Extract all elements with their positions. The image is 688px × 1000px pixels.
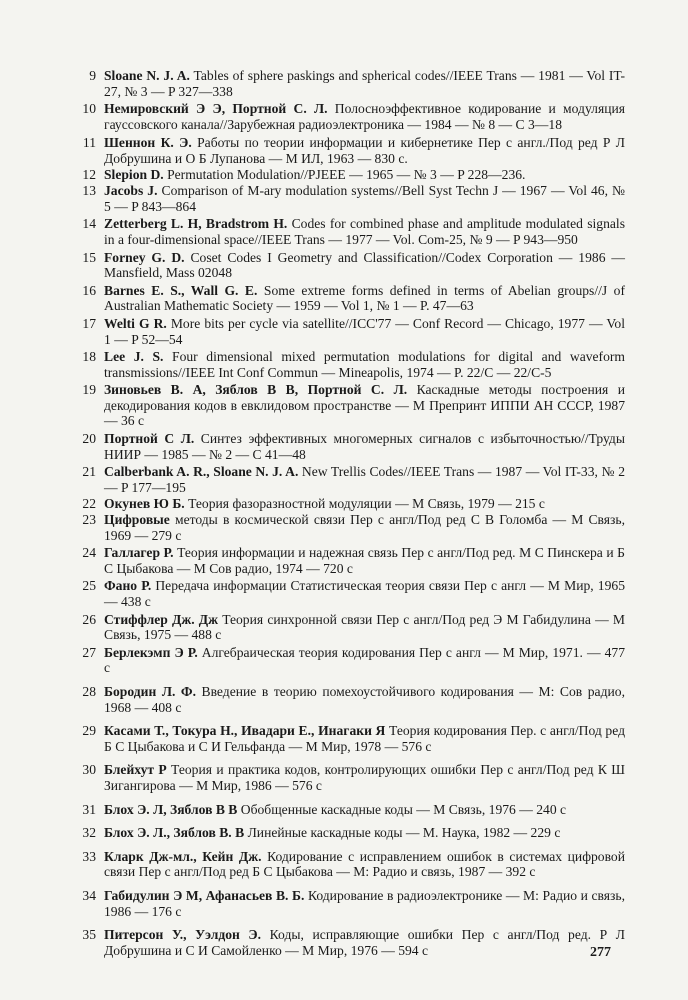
reference-number: 24 — [82, 545, 96, 561]
reference-text: Some extreme forms defined in terms of Abelian groups//J of Australian Mathematic Society — 1959 — Vol 1, № 1 — P. 47—63 — [104, 282, 625, 314]
reference-number: 16 — [82, 282, 96, 298]
reference-text: Permutation Modulation//PJEEE — 1965 — № 3 — P 228—236. — [163, 166, 526, 182]
reference-text: Coset Codes I Geometry and Classification//Codex Corporation — 1986 — Mansfield, Mass 02048 — [104, 249, 625, 281]
reference-body — [104, 927, 625, 958]
reference-text: Four dimensional mixed permutation modulations for digital and waveform transmissions//IEEE Int Conf Commun — Mineapolis, 1974 — P. 22/С — 22/С-5 — [104, 349, 625, 380]
reference-item — [80, 382, 625, 429]
reference-text: Работы по теории информации и кибернетике Пер с англ./Под ред Р Л Добрушина и О Б Лупанова — М ИЛ, 1963 — 830 с. — [104, 135, 625, 166]
reference-text: Синтез эффективных многомерных сигналов с избыточностью//Труды НИИР — 1985 — № 2 — С 41—48 — [104, 431, 625, 462]
reference-body — [104, 512, 625, 543]
reference-body — [104, 723, 625, 754]
reference-list — [80, 68, 625, 958]
reference-body — [104, 101, 625, 132]
reference-item — [80, 216, 625, 247]
reference-text: Каскадные методы построения и декодирования кодов в евклидовом пространстве — М Препринт ИППИ АН СССР, 1987 — 36 с — [104, 382, 625, 429]
reference-authors: Галлагер Р. — [104, 545, 174, 561]
reference-authors: Zetterberg L. H, Bradstrom H. — [104, 216, 288, 232]
reference-number: 11 — [82, 135, 96, 151]
reference-body — [104, 645, 625, 676]
reference-body — [104, 183, 625, 214]
reference-number: 12 — [82, 166, 96, 182]
reference-text: Теория и практика кодов, контролирующих ошибки Пер с англ/Под ред К Ш Зигангирова — М Мир, 1986 — 576 с — [104, 762, 625, 793]
reference-body — [104, 283, 625, 314]
reference-authors: Фано Р. — [104, 578, 152, 594]
page-number: 277 — [590, 945, 611, 960]
reference-item — [80, 512, 625, 543]
reference-authors: Calberbank A. R., Sloane N. J. A. — [104, 464, 299, 480]
reference-item — [80, 349, 625, 380]
reference-text: Теория синхронной связи Пер с англ/Под ред Э М Габидулина — М Связь, 1975 — 488 с — [104, 611, 625, 643]
reference-authors: Кларк Дж-мл., Кейн Дж. — [104, 848, 262, 864]
reference-number: 14 — [82, 216, 96, 232]
reference-body — [104, 216, 625, 247]
reference-item — [80, 612, 625, 643]
reference-text: Линейные каскадные коды — М. Наука, 1982 — 229 с — [244, 825, 561, 841]
reference-text: Передача информации Статистическая теория связи Пер с англ — М Мир, 1965 — 438 с — [104, 578, 625, 609]
reference-body — [104, 849, 625, 880]
reference-item — [80, 684, 625, 715]
reference-body — [104, 545, 625, 576]
reference-authors: Касами Т., Токура Н., Ивадари Е., Инагаки Я — [104, 723, 386, 739]
reference-item — [80, 135, 625, 166]
reference-text: Коды, исправляющие ошибки Пер с англ/Под ред. Р Л Добрушина и С И Самойленко — М Мир, 1976 — 594 с — [104, 927, 625, 958]
reference-body — [104, 464, 625, 495]
reference-body — [104, 888, 625, 919]
reference-number: 33 — [82, 848, 96, 864]
reference-item — [80, 431, 625, 462]
reference-item — [80, 849, 625, 880]
reference-number: 18 — [82, 349, 96, 365]
reference-number: 27 — [82, 644, 96, 660]
reference-body — [104, 68, 625, 99]
reference-body — [104, 762, 625, 793]
reference-authors: Barnes E. S., Wall G. E. — [104, 282, 258, 298]
reference-text: Теория фазоразностной модуляции — М Связь, 1979 — 215 с — [184, 496, 545, 512]
reference-authors: Габидулин Э М, Афанасьев В. Б. — [104, 887, 305, 903]
reference-text: Tables of sphere paskings and spherical codes//IEEE Trans — 1981 — Vol IT-27, № 3 — P 327—338 — [104, 68, 625, 99]
reference-authors: Шеннон К. Э. — [104, 135, 192, 151]
reference-item — [80, 825, 625, 841]
reference-body — [104, 167, 625, 183]
reference-item — [80, 578, 625, 609]
reference-authors: Немировский Э Э, Портной С. Л. — [104, 101, 328, 117]
reference-body — [104, 250, 625, 281]
reference-item — [80, 183, 625, 214]
reference-number: 19 — [82, 382, 96, 398]
reference-number: 22 — [82, 496, 96, 512]
reference-text: More bits per cycle via satellite//ICC'77 — Conf Record — Chicago, 1977 — Vol 1 — P 52—54 — [104, 315, 625, 347]
reference-text: Кодирование с исправлением ошибок в системах цифровой связи Пер с англ/Под ред Б С Цыбакова — М: Радио и связь, 1987 — 392 с — [104, 848, 625, 880]
reference-text: Codes for combined phase and amplitude modulated signals in a four-dimensional space//IEEE Trans — 1977 — Vol. Com-25, № 9 — P 943—950 — [104, 216, 625, 247]
reference-authors: Блох Э. Л., Зяблов В. В — [104, 825, 245, 841]
reference-body — [104, 316, 625, 347]
reference-item — [80, 496, 625, 512]
reference-text: Полосноэффективное кодирование и модуляция гауссовского канала//Зарубежная радиоэлектроника — 1984 — № 8 — С 3—18 — [104, 101, 625, 132]
reference-item — [80, 723, 625, 754]
reference-authors: Slepion D. — [104, 166, 164, 182]
reference-body — [104, 578, 625, 609]
reference-authors: Стиффлер Дж. Дж — [104, 611, 219, 627]
reference-authors: Блейхут Р — [104, 762, 167, 778]
reference-authors: Sloane N. J. A. — [104, 68, 190, 83]
reference-authors: Портной С Л. — [104, 431, 195, 447]
reference-text: Алгебраическая теория кодирования Пер с англ — М Мир, 1971. — 477 с — [104, 644, 625, 676]
reference-text: Теория кодирования Пер. с англ/Под ред Б С Цыбакова и С И Гельфанда — М Мир, 1978 — 576 с — [104, 723, 625, 754]
reference-item — [80, 68, 625, 99]
reference-body — [104, 349, 625, 380]
reference-item — [80, 101, 625, 132]
reference-item — [80, 762, 625, 793]
reference-number: 17 — [82, 315, 96, 331]
reference-text: Comparison of M-ary modulation systems//Bell Syst Techn J — 1967 — Vol 46, № 5 — P 843—864 — [104, 183, 625, 214]
reference-authors: Блох Э. Л, Зяблов В В — [104, 801, 238, 817]
reference-body — [104, 382, 625, 429]
reference-number: 31 — [82, 801, 96, 817]
reference-number: 30 — [82, 762, 96, 778]
reference-item — [80, 802, 625, 818]
reference-number: 34 — [82, 887, 96, 903]
reference-item — [80, 888, 625, 919]
reference-item — [80, 464, 625, 495]
reference-body — [104, 684, 625, 715]
reference-number: 25 — [82, 578, 96, 594]
reference-body — [104, 135, 625, 166]
reference-number: 21 — [82, 464, 96, 480]
reference-text: Обобщенные каскадные коды — М Связь, 1976 — 240 с — [237, 801, 567, 817]
reference-text: Кодирование в радиоэлектронике — М: Радио и связь, 1986 — 176 с — [104, 887, 625, 919]
reference-number: 9 — [89, 68, 96, 83]
reference-text: Введение в теорию помехоустойчивого кодирования — М: Сов радио, 1968 — 408 с — [104, 683, 625, 715]
reference-authors: Бородин Л. Ф. — [104, 683, 196, 699]
reference-authors: Зиновьев В. А, Зяблов В В, Портной С. Л. — [104, 382, 408, 398]
reference-number: 20 — [82, 431, 96, 447]
reference-item — [80, 283, 625, 314]
reference-item — [80, 167, 625, 183]
reference-item — [80, 316, 625, 347]
reference-item — [80, 545, 625, 576]
reference-number: 35 — [82, 927, 96, 943]
reference-item — [80, 250, 625, 281]
reference-body — [104, 431, 625, 462]
reference-number: 28 — [82, 683, 96, 699]
reference-body — [104, 802, 625, 818]
reference-number: 29 — [82, 723, 96, 739]
reference-text: Теория информации и надежная связь Пер с англ/Под ред. М С Пинскера и Б С Цыбакова — М Сов радио, 1974 — 720 с — [104, 545, 625, 576]
reference-authors: Welti G R. — [104, 315, 167, 331]
reference-authors: Lee J. S. — [104, 349, 164, 365]
reference-authors: Jacobs J. — [104, 183, 158, 199]
reference-number: 32 — [82, 825, 96, 841]
reference-body — [104, 612, 625, 643]
reference-number: 26 — [82, 611, 96, 627]
reference-item — [80, 645, 625, 676]
reference-authors: Питерсон У., Уэлдон Э. — [104, 927, 262, 943]
reference-number: 13 — [82, 183, 96, 199]
reference-authors: Цифровые — [104, 512, 170, 528]
reference-authors: Forney G. D. — [104, 249, 185, 265]
reference-authors: Берлекэмп Э Р. — [104, 644, 198, 660]
reference-item — [80, 927, 625, 958]
reference-body — [104, 825, 625, 841]
reference-number: 15 — [82, 249, 96, 265]
reference-text: методы в космической связи Пер с англ/Под ред С В Голомба — М Связь, 1969 — 279 с — [104, 512, 625, 543]
reference-body — [104, 496, 625, 512]
reference-authors: Окунев Ю Б. — [104, 496, 185, 512]
reference-text: New Trellis Codes//IEEE Trans — 1987 — Vol IT-33, № 2 — P 177—195 — [104, 464, 625, 495]
reference-number: 10 — [82, 101, 96, 117]
reference-number: 23 — [82, 512, 96, 528]
